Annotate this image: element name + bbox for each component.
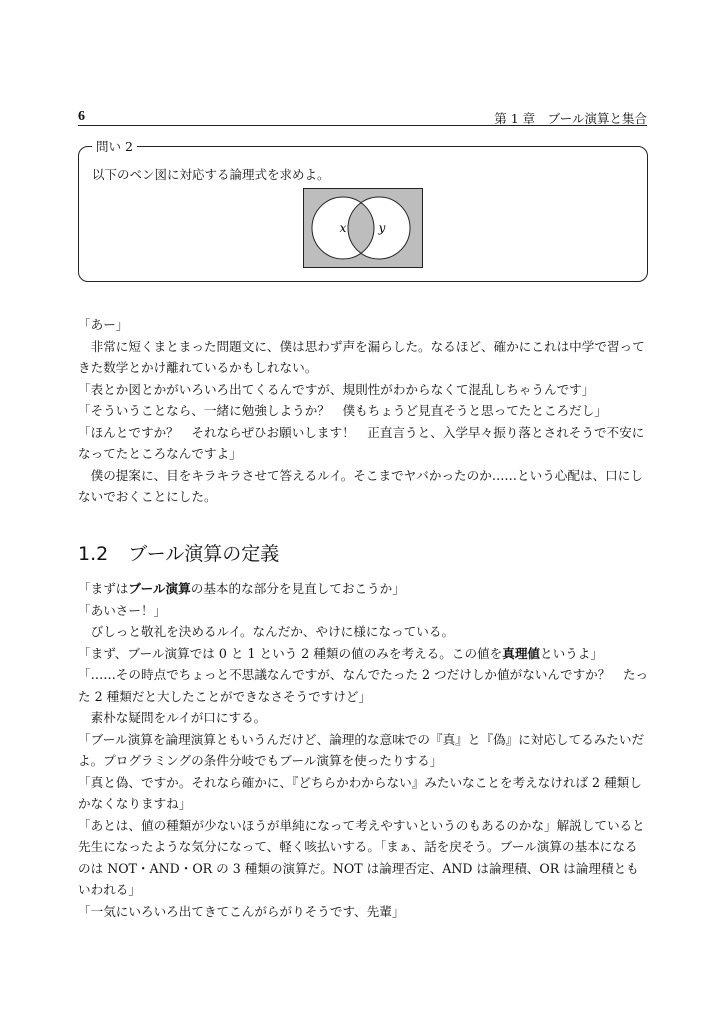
venn-diagram [303,188,423,268]
text-paragraph: 非常に短くまとまった問題文に、僕は思わず声を漏らした。なるほど、確かにこれは中学で習ってきた数学とかけ離れているかもしれない。 [78,338,645,375]
section-heading [78,539,279,566]
section-number: 1.2 [78,543,109,565]
term-truth-value: 真理値 [502,645,541,661]
text-line: 「一気にいろいろ出てきてこんがらがりそうです、先輩」 [78,903,405,919]
section-title: ブール演算の定義 [128,543,280,565]
question-text: 以下のベン図に対応する論理式を求めよ。 [92,167,330,182]
venn-label-y: y [378,221,386,235]
question-title: 問い 2 [92,137,137,155]
text-paragraph: 「真と偽、ですか。それなら確かに、『どちらかわからない』みたいなことを考えなければ 2 種類しかなくなりますね」 [78,774,642,811]
text-paragraph: 僕の提案に、目をキラキラさせて答えるルイ。そこまでヤバかったのか……という心配は、口にしないでおくことにした。 [78,467,643,504]
dialogue-block-1 [78,314,650,508]
text-paragraph: 「……その時点でちょっと不思議なんですが、なんでたった 2 つだけしか値がないんですか？ たった 2 種類だと大したことができなさそうですけど」 [78,667,649,704]
text-line: 「まず、ブール演算では 0 と 1 という 2 種類の値のみを考える。この値を真理値というよ」 [78,645,603,661]
text-paragraph: 「ほんとですか？ それならぜひお願いします！ 正直言うと、入学早々振り落とされそうで不安になってたところなんですよ」 [78,424,645,461]
text-line: 「まずはブール演算の基本的な部分を見直しておこうか」 [78,581,405,596]
text-line: 「表とか図とかがいろいろ出てくるんですが、規則性がわからなくて混乱しちゃうんです」 [78,381,595,397]
text-line: 素朴な疑問をルイが口にする。 [90,710,267,725]
dialogue-block-2 [78,578,650,922]
text-line: 「そういうことなら、一緒に勉強しようか？ 僕もちょうど見直そうと思ってたところだし」 [78,403,607,418]
text-line: 「あいさー！」 [78,602,167,618]
text-line: 「あー」 [78,317,129,332]
venn-label-x: x [339,221,347,235]
text-line: びしっと敬礼を決めるルイ。なんだか、やけに様になっている。 [90,624,455,639]
page-number: 6 [78,109,85,124]
text-paragraph: 「ブール演算を論理演算ともいうんだけど、論理的な意味での『真』と『偽』に対応してるみたいだよ。プログラミングの条件分岐でもブール演算を使ったりする」 [78,731,645,768]
chapter-title: 第 1 章 ブール演算と集合 [494,111,647,126]
term-boolean-operation: ブール演算 [128,581,191,596]
text-paragraph: 「あとは、値の種類が少ないほうが単純になって考えやすいというのもあるのかな」解説していると先生になったような気分になって、軽く咳払いする。「まぁ、話を戻そう。ブール演算の基本になるのは NOT・AND・OR の 3 種類の演算だ。NOT は論理否定、AND は論理積、OR は論理積ともいわれる」 [78,817,645,897]
page-header [78,109,647,126]
